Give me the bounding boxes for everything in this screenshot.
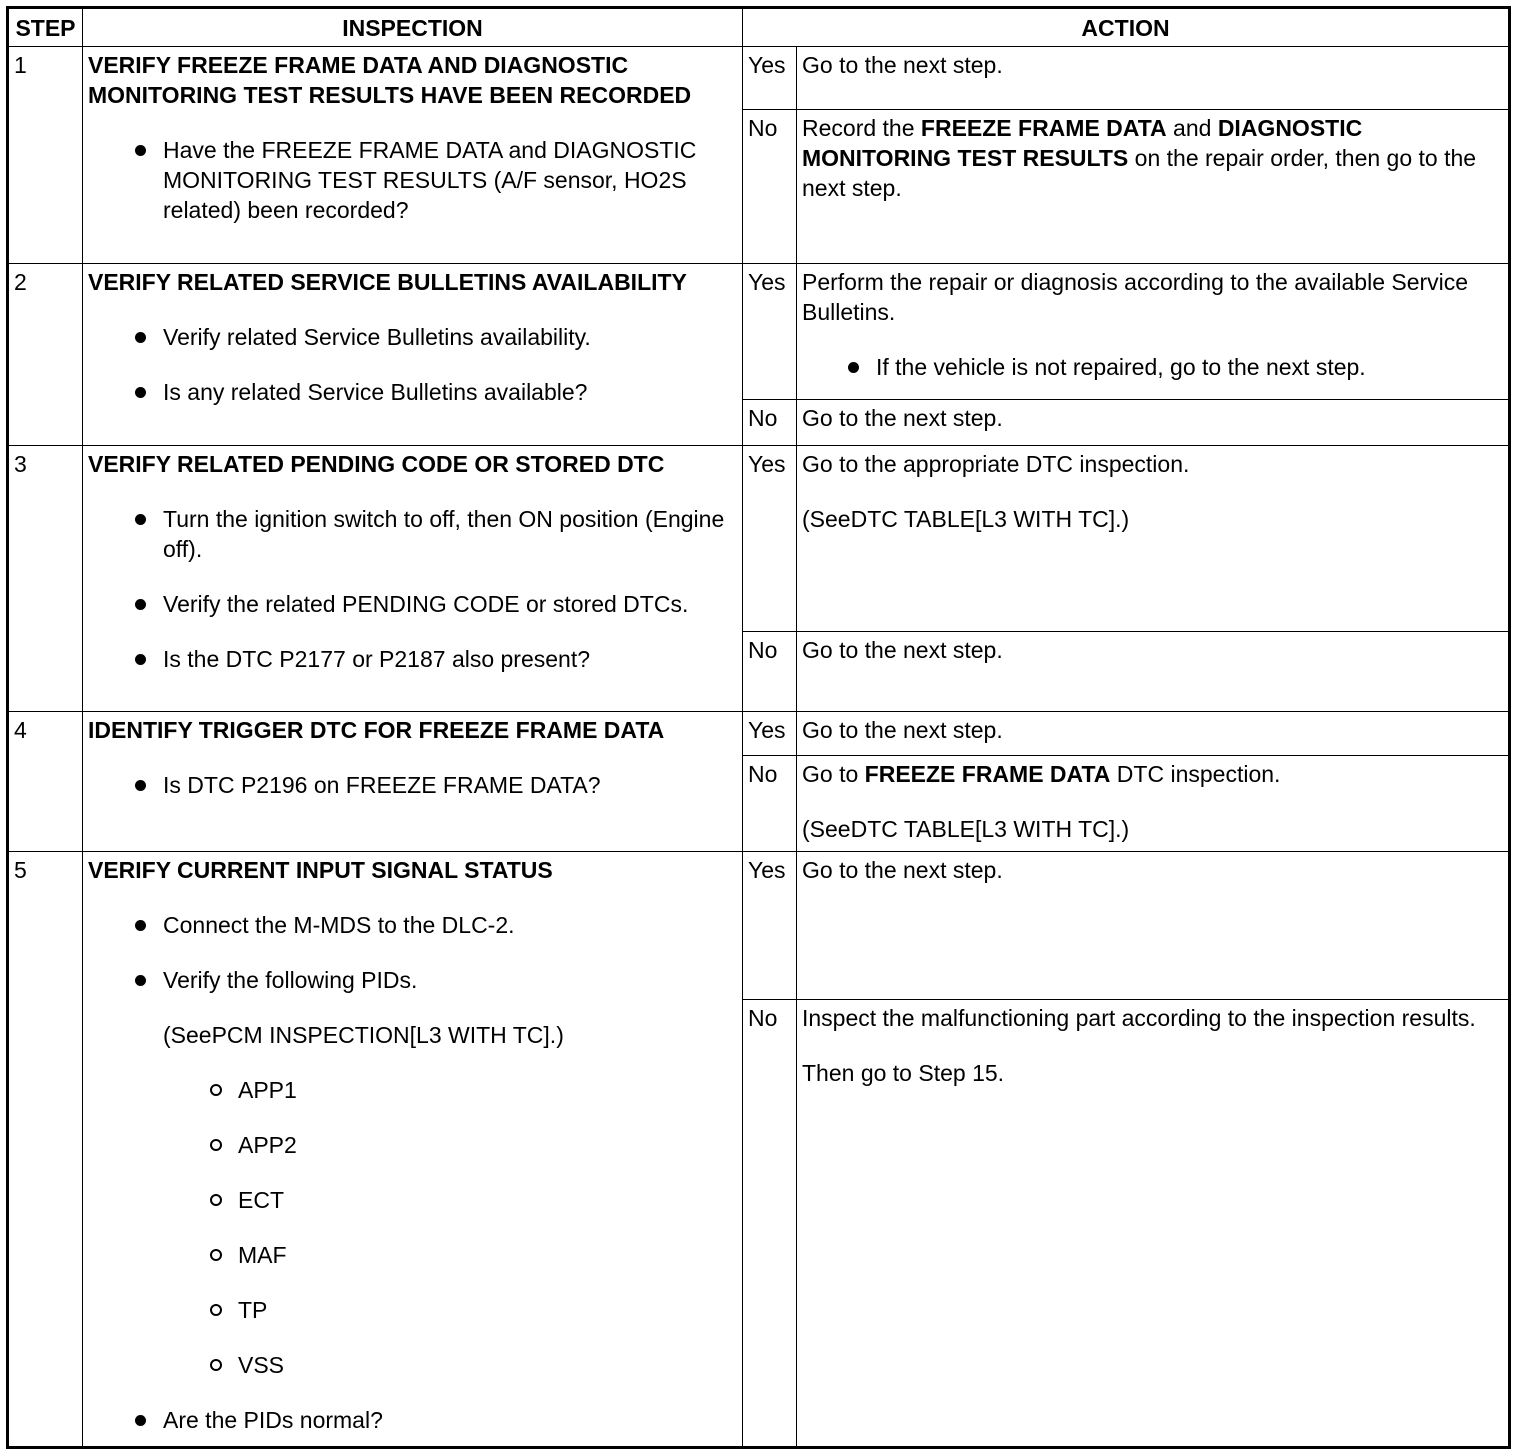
step-header: STEP [8, 8, 83, 47]
inspection-bullets [88, 322, 736, 407]
no-label: No [743, 632, 797, 712]
no-label: No [743, 400, 797, 446]
yes-action [797, 264, 1510, 400]
step-title: VERIFY RELATED SERVICE BULLETINS AVAILABILITY [88, 269, 687, 295]
text-run: Record the [802, 115, 921, 141]
inspection-bullets [88, 135, 736, 225]
action-bullets [802, 352, 1502, 382]
step-5-yes-row [8, 852, 1510, 1000]
step-1-yes-row [8, 47, 1510, 110]
header-row [8, 8, 1510, 47]
step-inspection [83, 47, 743, 264]
bullet-item: Verify the following PIDs. [88, 965, 736, 995]
step-number: 5 [8, 852, 83, 1448]
dtc-table-reference[interactable]: (SeeDTC TABLE[L3 WITH TC].) [802, 816, 1130, 842]
step-inspection [83, 446, 743, 712]
pid-item: TP [88, 1295, 736, 1325]
yes-label: Yes [743, 852, 797, 1000]
bullet-item: Is DTC P2196 on FREEZE FRAME DATA? [88, 770, 736, 800]
bold-run: FREEZE FRAME DATA [920, 115, 1167, 141]
inspection-bullets [88, 770, 736, 800]
inspection-bullets [88, 504, 736, 674]
inspection-header: INSPECTION [83, 8, 743, 47]
yes-label: Yes [743, 712, 797, 756]
no-action [797, 110, 1510, 264]
bullet-item: Verify the related PENDING CODE or stored DTCs. [88, 589, 736, 619]
yes-action: Go to the next step. [797, 712, 1510, 756]
no-label: No [743, 1000, 797, 1448]
no-action: Go to the next step. [797, 632, 1510, 712]
step-3-yes-row [8, 446, 1510, 632]
dtc-table-reference[interactable]: (SeeDTC TABLE[L3 WITH TC].) [802, 506, 1130, 532]
step-4-yes-row [8, 712, 1510, 756]
no-label: No [743, 110, 797, 264]
text-run: and [1166, 115, 1218, 141]
inspection-bullets [88, 1405, 736, 1435]
step-number: 1 [8, 47, 83, 264]
diagnostic-procedure-table [6, 6, 1511, 1449]
bullet-item: If the vehicle is not repaired, go to the next step. [802, 352, 1502, 382]
pid-item: APP1 [88, 1075, 736, 1105]
pid-item: ECT [88, 1185, 736, 1215]
bullet-item: Turn the ignition switch to off, then ON position (Engine off). [88, 504, 736, 564]
no-action [797, 1000, 1510, 1448]
bullet-item: Is the DTC P2177 or P2187 also present? [88, 644, 736, 674]
text-run: Go to [802, 761, 865, 787]
pid-item: MAF [88, 1240, 736, 1270]
no-action: Go to the next step. [797, 400, 1510, 446]
step-title: IDENTIFY TRIGGER DTC FOR FREEZE FRAME DATA [88, 717, 665, 743]
pid-list [88, 1075, 736, 1380]
bullet-item: Verify related Service Bulletins availability. [88, 322, 736, 352]
step-title: VERIFY RELATED PENDING CODE OR STORED DTC [88, 451, 665, 477]
yes-action: Go to the next step. [797, 47, 1510, 110]
yes-action: Go to the next step. [797, 852, 1510, 1000]
step-number: 3 [8, 446, 83, 712]
yes-label: Yes [743, 264, 797, 400]
step-number: 4 [8, 712, 83, 852]
yes-label: Yes [743, 446, 797, 632]
bullet-item: Connect the M-MDS to the DLC-2. [88, 910, 736, 940]
action-text [802, 759, 1502, 789]
step-inspection [83, 852, 743, 1448]
step-2-yes-row [8, 264, 1510, 400]
bullet-item: Have the FREEZE FRAME DATA and DIAGNOSTIC MONITORING TEST RESULTS (A/F sensor, HO2S related) been recorded? [88, 135, 736, 225]
step-number: 2 [8, 264, 83, 446]
pid-item: VSS [88, 1350, 736, 1380]
no-label: No [743, 756, 797, 852]
action-text: Go to the appropriate DTC inspection. [802, 451, 1190, 477]
pcm-inspection-reference[interactable]: (SeePCM INSPECTION[L3 WITH TC].) [163, 1022, 564, 1048]
action-text: Then go to Step 15. [802, 1060, 1005, 1086]
bold-run: DIAGNOSTIC MONITORING TEST RESULTS [802, 115, 1363, 171]
inspection-bullets [88, 910, 736, 995]
action-text: Perform the repair or diagnosis according to the available Service Bulletins. [802, 269, 1469, 325]
pid-item: APP2 [88, 1130, 736, 1160]
step-title: VERIFY CURRENT INPUT SIGNAL STATUS [88, 857, 553, 883]
yes-action [797, 446, 1510, 632]
step-inspection [83, 712, 743, 852]
bullet-item: Is any related Service Bulletins available? [88, 377, 736, 407]
text-run: on the repair order, then go to the next step. [802, 145, 1477, 201]
action-header: ACTION [743, 8, 1510, 47]
action-text: Inspect the malfunctioning part according to the inspection results. [802, 1005, 1476, 1031]
text-run: DTC inspection. [1110, 761, 1281, 787]
bold-run: FREEZE FRAME DATA [864, 761, 1111, 787]
bullet-item: Are the PIDs normal? [88, 1405, 736, 1435]
no-action [797, 756, 1510, 852]
yes-label: Yes [743, 47, 797, 110]
step-inspection [83, 264, 743, 446]
step-title: VERIFY FREEZE FRAME DATA AND DIAGNOSTIC MONITORING TEST RESULTS HAVE BEEN RECORDED [88, 52, 692, 108]
